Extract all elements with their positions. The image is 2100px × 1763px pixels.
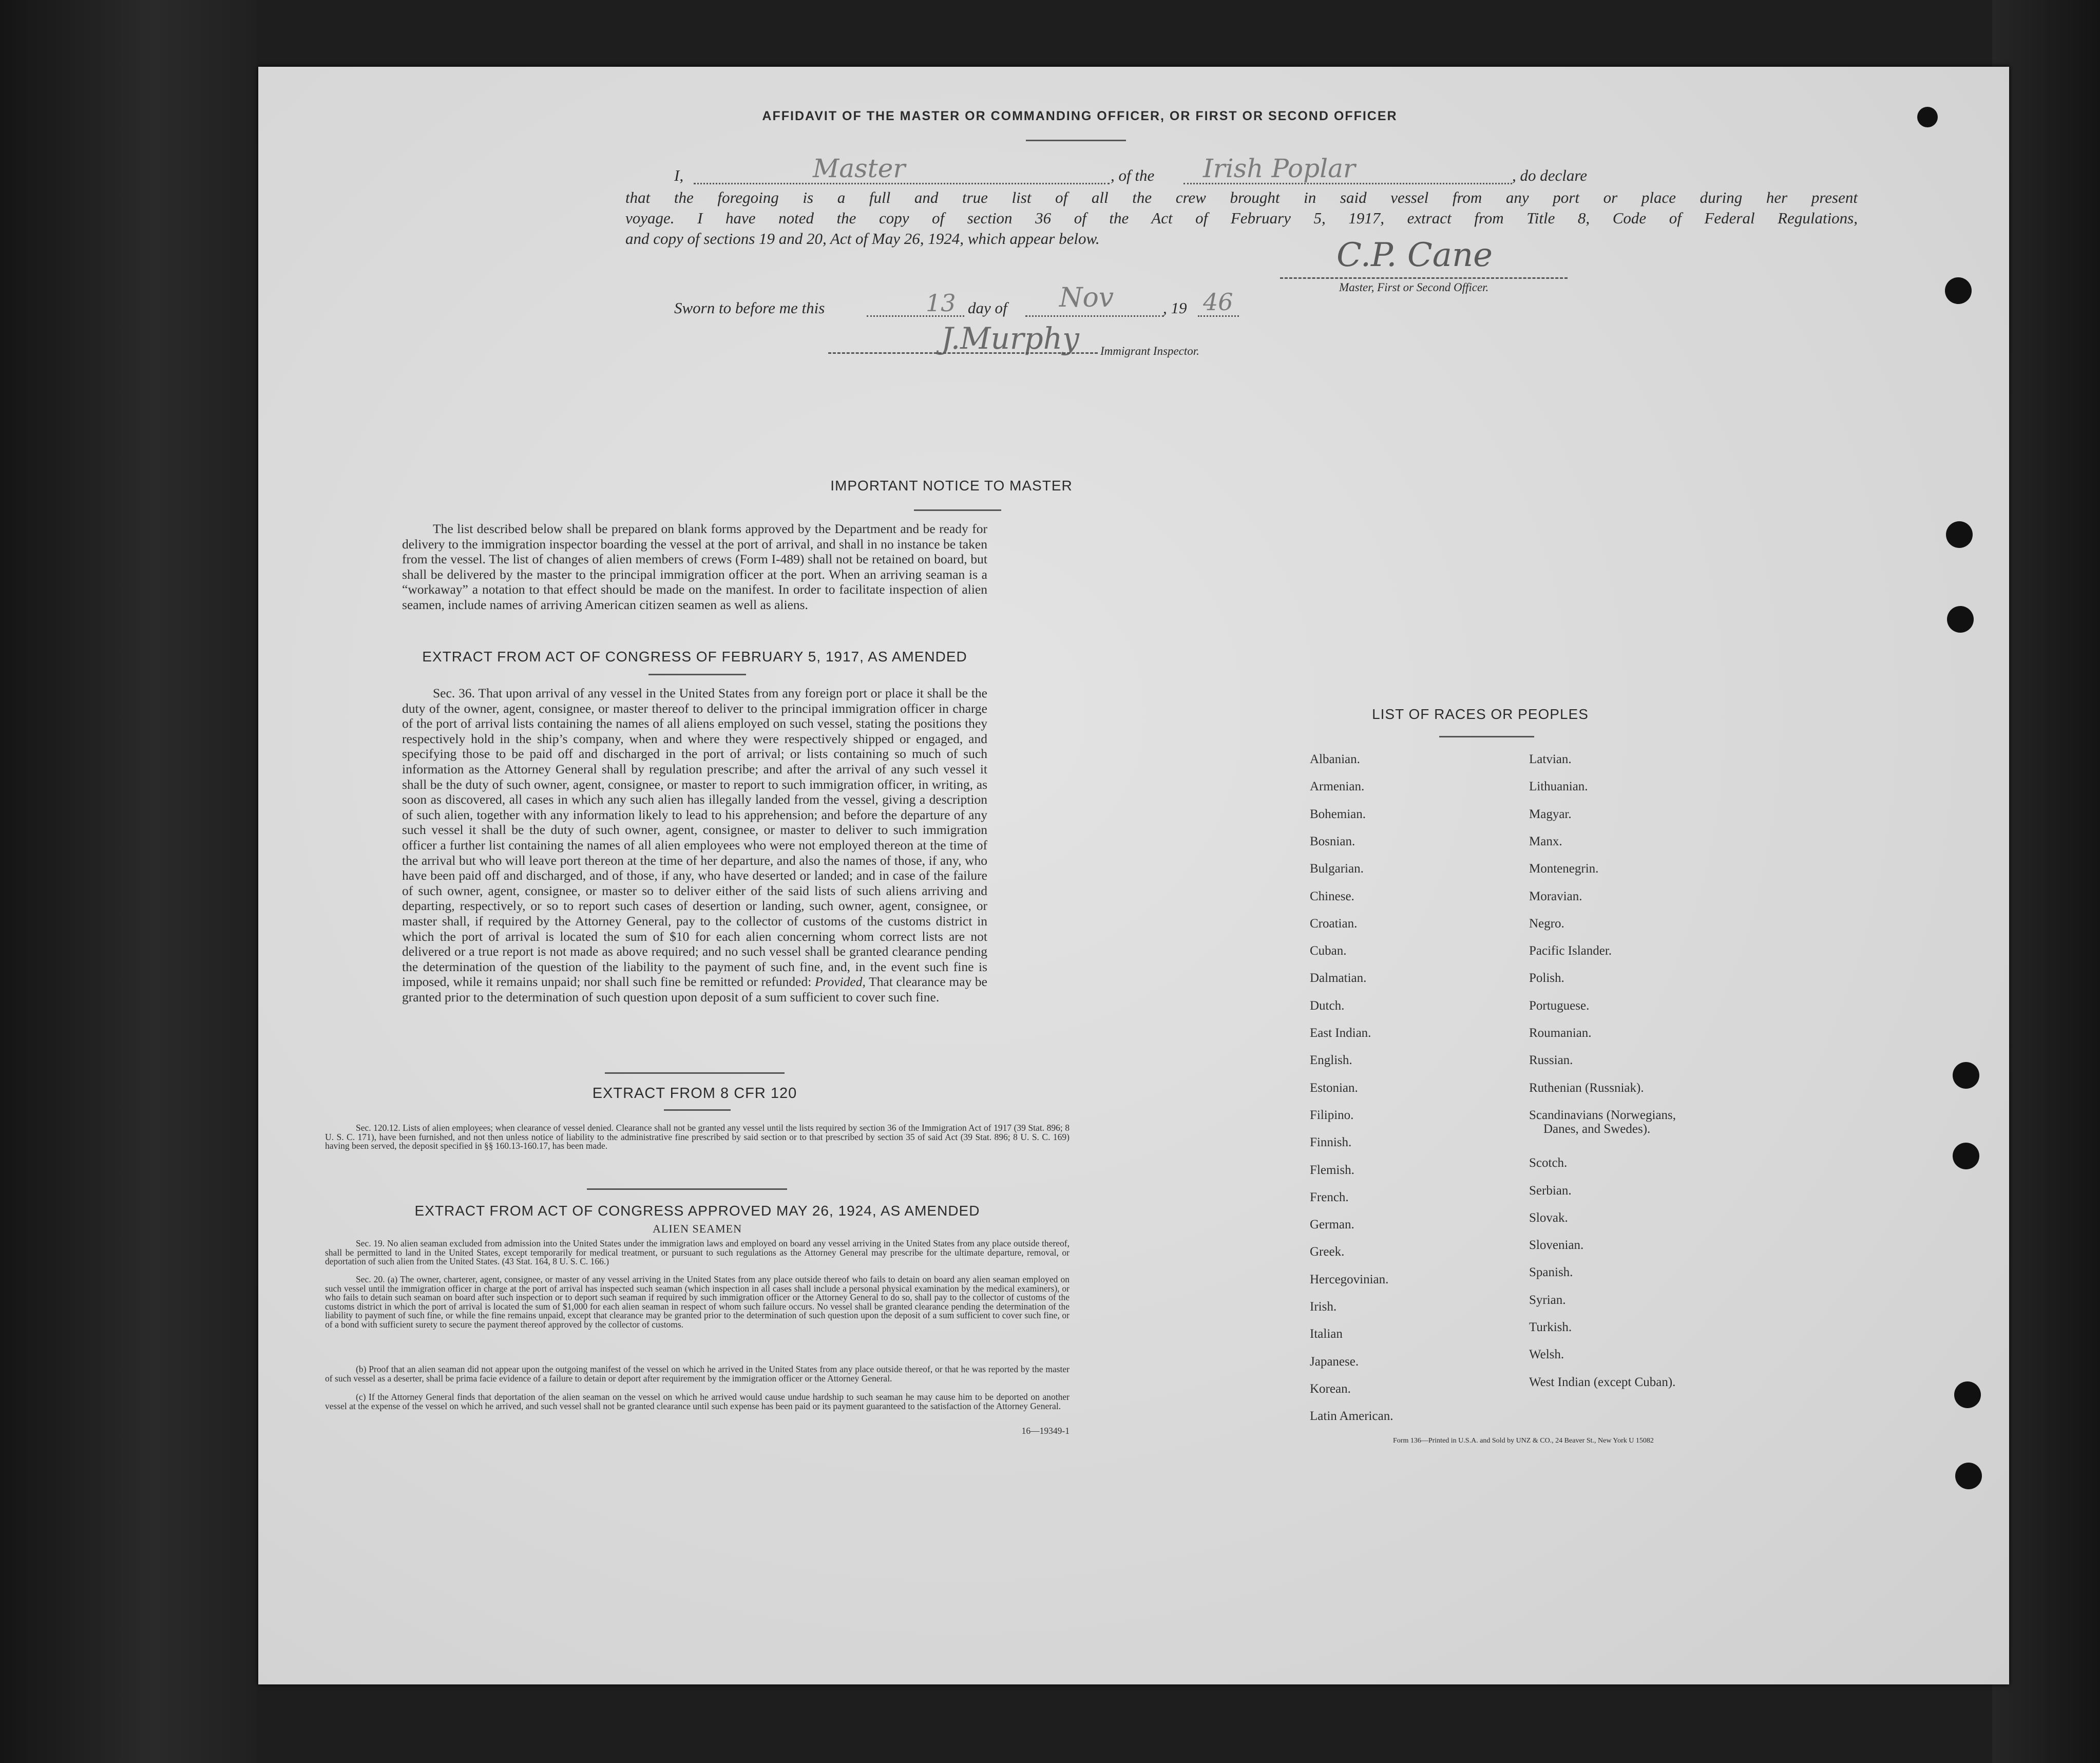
race-item: Bohemian. bbox=[1310, 807, 1366, 821]
year-prefix: , 19 bbox=[1163, 299, 1187, 317]
do-declare-text: , do declare bbox=[1512, 166, 1588, 184]
document-page bbox=[258, 67, 2009, 1684]
notice-heading: IMPORTANT NOTICE TO MASTER bbox=[830, 478, 1073, 494]
race-item: Bulgarian. bbox=[1310, 862, 1364, 876]
sec19-text: Sec. 19. No alien seaman excluded from admission into the United States under the immigration laws and employed on board any vessel arriving in the United States from any place outside thereof, shall be permitted to land in the United States, except temporarily for medical treatment, or pursuant to such regulations as the Attorney General may prescribe for the ultimate departure, removal, or deportation of such alien from the United States. (43 Stat. 164, 8 U. S. C. 166.) bbox=[325, 1238, 1070, 1266]
extract-1917-heading: EXTRACT FROM ACT OF CONGRESS OF FEBRUARY 5, 1917, AS AMENDED bbox=[422, 649, 967, 665]
race-item: Flemish. bbox=[1310, 1163, 1354, 1177]
cfr-top-rule bbox=[605, 1072, 785, 1074]
notice-text: The list described below shall be prepared on blank forms approved by the Department and be ready for delivery to the immigration inspector boarding the vessel at the port of arrival, and shall in no instance be taken from the vessel. The list of changes of alien members of crews (Form I-489) shall not be retained on board, but shall be delivered by the master to the principal immigration officer at the port. When an arriving seaman is a “workaway” a notation to that effect should be made on the manifest. In order to facilitate inspection of alien seamen, include names of arriving American citizen seamen as well as aliens. bbox=[402, 521, 987, 612]
title-rule bbox=[1026, 140, 1126, 141]
punch-hole bbox=[1954, 1381, 1981, 1408]
inspector-signature-line bbox=[828, 352, 1098, 354]
punch-hole bbox=[1947, 606, 1974, 633]
sworn-year: 46 bbox=[1203, 288, 1233, 316]
inspector-caption: Immigrant Inspector. bbox=[1100, 345, 1199, 357]
declaration-line-2: that the foregoing is a full and true list of all the crew brought in said vessel from any port or place during her present bbox=[625, 188, 1858, 206]
race-item: Spanish. bbox=[1529, 1265, 1573, 1280]
race-item: Manx. bbox=[1529, 834, 1562, 848]
master-caption: Master, First or Second Officer. bbox=[1339, 281, 1489, 294]
sworn-prefix: Sworn to before me this bbox=[674, 299, 825, 317]
race-item: East Indian. bbox=[1310, 1026, 1371, 1040]
sec20c-text: (c) If the Attorney General finds that deportation of the alien seaman on the vessel on which he arrived would cause undue hardship to such seaman he may cause him to be deported on another vessel at the expense of the vessel on which he arrived, and such vessel shall not be granted clearance until such expense has been paid or its payment guaranteed to the satisfaction of the Attorney General. bbox=[325, 1392, 1070, 1411]
race-item: Cuban. bbox=[1310, 944, 1347, 958]
races-heading: LIST OF RACES OR PEOPLES bbox=[1372, 706, 1589, 722]
race-item: Croatian. bbox=[1310, 916, 1358, 931]
film-border-left bbox=[0, 0, 257, 1763]
races-rule bbox=[1439, 736, 1534, 737]
race-item: Roumanian. bbox=[1529, 1026, 1592, 1040]
race-item: French. bbox=[1310, 1190, 1349, 1204]
race-item: West Indian (except Cuban). bbox=[1529, 1375, 1676, 1389]
punch-hole bbox=[1945, 277, 1972, 304]
notice-rule bbox=[914, 509, 1001, 511]
sworn-month: Nov bbox=[1059, 282, 1114, 313]
race-item: Armenian. bbox=[1310, 780, 1365, 794]
punch-hole bbox=[1917, 107, 1938, 127]
race-item: Dutch. bbox=[1310, 998, 1345, 1013]
sworn-month-field bbox=[1025, 315, 1164, 317]
race-item: Hercegovinian. bbox=[1310, 1272, 1389, 1286]
race-item: Korean. bbox=[1310, 1381, 1351, 1396]
inspector-signature: J.Murphy bbox=[941, 321, 1079, 356]
declaration-line-1 bbox=[674, 154, 1855, 188]
race-item: Latvian. bbox=[1529, 752, 1572, 766]
cfr-rule bbox=[664, 1109, 731, 1111]
race-item: Lithuanian. bbox=[1529, 780, 1588, 794]
race-item: Danes, and Swedes). bbox=[1543, 1122, 1651, 1136]
races-left-column bbox=[1310, 752, 1505, 1502]
declaration-line-4: and copy of sections 19 and 20, Act of May 26, 1924, which appear below. bbox=[625, 230, 1100, 248]
race-item: Turkish. bbox=[1529, 1320, 1572, 1334]
vessel-handwritten: Irish Poplar bbox=[1203, 154, 1356, 183]
form-code: 16—19349-1 bbox=[1021, 1426, 1070, 1436]
race-item: Ruthenian (Russniak). bbox=[1529, 1080, 1644, 1095]
punch-hole bbox=[1946, 521, 1973, 548]
race-item: Montenegrin. bbox=[1529, 862, 1599, 876]
race-item: Polish. bbox=[1529, 971, 1564, 985]
race-item: Welsh. bbox=[1529, 1348, 1564, 1362]
race-item: German. bbox=[1310, 1218, 1354, 1232]
race-item: Scotch. bbox=[1529, 1156, 1568, 1170]
day-of-text: day of bbox=[968, 299, 1007, 317]
race-item: English. bbox=[1310, 1053, 1352, 1068]
extract-1924-heading: EXTRACT FROM ACT OF CONGRESS APPROVED MAY 26, 1924, AS AMENDED bbox=[414, 1203, 980, 1219]
race-item: Japanese. bbox=[1310, 1354, 1359, 1369]
signer-handwritten: Master bbox=[813, 154, 906, 183]
extract-1917-text bbox=[402, 686, 987, 1004]
race-item: Negro. bbox=[1529, 916, 1564, 931]
race-item: Finnish. bbox=[1310, 1135, 1352, 1150]
cfr-text: Sec. 120.12. Lists of alien employees; when clearance of vessel denied. Clearance shall not be granted any vessel until the lists required by section 36 of the Immigration Act of 1917 (39 Stat. 896; 8 U. S. C. 171), have been furnished, and not then unless notice of liability to the administrative fine prescribed by said section or to that prescribed by section 35 of said Act (39 Stat. 896; 8 U. S. C. 169) having been served, the deposit specified in §§ 160.13-160.17, has been made. bbox=[325, 1123, 1070, 1151]
cfr-heading: EXTRACT FROM 8 CFR 120 bbox=[592, 1085, 797, 1102]
lead-i: I, bbox=[674, 166, 684, 184]
race-item: Slovenian. bbox=[1529, 1238, 1584, 1253]
punch-hole bbox=[1955, 1463, 1982, 1489]
alien-seamen-subheading: ALIEN SEAMEN bbox=[653, 1222, 742, 1235]
punch-hole bbox=[1953, 1143, 1979, 1169]
race-item: Slovak. bbox=[1529, 1210, 1568, 1225]
sec36-body: Sec. 36. That upon arrival of any vessel in the United States from any foreign port or place it shall be the duty of the owner, agent, consignee, or master thereof to deliver to the principal immigration officer in charge of the port of arrival lists containing the names of all aliens employed on such vessel, stating the positions they respectively hold in the ship’s company, when and where they were respectively shipped or engaged, and specifying those to be paid off and discharged in the port of arrival; or lists containing so much of such information as the Attorney General shall by regulation prescribe; and after the arrival of any such vessel it shall be the duty of such owner, agent, consignee, or master to report to such immigration officer, in writing, as soon as discovered, all cases in which any such alien has illegally landed from the vessel, giving a description of such alien, together with any information likely to lead to his apprehension; and before the departure of any such vessel it shall be the duty of such owner, agent, consignee, or master to deliver to such immigration officer a further list containing the names of all alien employees who were not employed thereon at the time of the arrival but who will leave port thereon at the time of her departure, and also the names of those, if any, who have been paid off and discharged, and of those, if any, who have deserted or landed; and in case of the failure of such owner, agent, consignee, or master so to deliver either of the said lists of such aliens arriving and departing, respectively, or so to report such cases of desertion or landing, such owner, agent, consignee, or master shall, if required by the Attorney General, pay to the collector of customs of the customs district in which the port of arrival is located the sum of $10 for each alien concerning whom correct lists are not delivered or a true report is not made as above required; and no such vessel shall be granted clearance pending the determination of the question of the liability to the payment of such fine, and, in the event such fine is imposed, while it remains unpaid; nor shall such fine be remitted or refunded: bbox=[402, 686, 987, 990]
race-item: Moravian. bbox=[1529, 889, 1582, 903]
race-item: Latin American. bbox=[1310, 1409, 1393, 1424]
race-item: Bosnian. bbox=[1310, 834, 1356, 848]
race-item: Serbian. bbox=[1529, 1183, 1572, 1198]
race-item: Estonian. bbox=[1310, 1080, 1358, 1095]
race-item: Irish. bbox=[1310, 1300, 1337, 1314]
extract-1917-rule bbox=[648, 674, 746, 675]
provided-term: Provided, bbox=[814, 974, 866, 990]
race-item: Greek. bbox=[1310, 1245, 1345, 1259]
form-footer: Form 136—Printed in U.S.A. and Sold by UNZ & CO., 24 Beaver St., New York U 15082 bbox=[1393, 1437, 1654, 1445]
punch-hole bbox=[1953, 1062, 1979, 1089]
race-item: Dalmatian. bbox=[1310, 971, 1367, 985]
races-right-column bbox=[1529, 752, 1796, 1502]
race-item: Scandinavians (Norwegians, bbox=[1529, 1108, 1676, 1122]
extract-1924-top-rule bbox=[587, 1188, 787, 1190]
sworn-day: 13 bbox=[926, 289, 956, 317]
declaration-line-3: voyage. I have noted the copy of section 36 of the Act of February 5, 1917, extract from Title 8, Code of Federal Regulations, bbox=[625, 209, 1858, 227]
race-item: Filipino. bbox=[1310, 1108, 1354, 1122]
race-item: Syrian. bbox=[1529, 1293, 1566, 1307]
sec36-tail: That clearance may be granted prior to the determination of such question upon deposit of a sum sufficient to cover such fine. bbox=[402, 974, 988, 1004]
race-item: Italian bbox=[1310, 1327, 1343, 1341]
race-item: Russian. bbox=[1529, 1053, 1573, 1068]
race-item: Albanian. bbox=[1310, 752, 1360, 766]
race-item: Pacific Islander. bbox=[1529, 944, 1612, 958]
sec20a-text: Sec. 20. (a) The owner, charterer, agent, consignee, or master of any vessel arriving in the United States from any place outside thereof who fails to detain on board any alien seaman employed on such vessel until the immigration officer in charge at the port of arrival has inspected such seaman (which inspection in all cases shall include a personal physical examination by the medical examiners), or who fails to detain such seaman on board after such inspection or to deport such seaman if required by such immigration officer or the Attorney General to do so, shall pay to the collector of customs of the customs district in which the port of arrival is located the sum of $1,000 for each alien seaman in respect of whom such failure occurs. No vessel shall be granted clearance pending the determination of the liability to payment of such fine, or while the fine remains unpaid, except that clearance may be granted prior to the determination of such question upon the deposit of a sum sufficient to cover such fine, or of a bond with sufficient surety to secure the payment thereof approved by the collector of customs. bbox=[325, 1274, 1070, 1330]
race-item: Chinese. bbox=[1310, 889, 1354, 903]
race-item: Magyar. bbox=[1529, 807, 1572, 821]
master-signature: C.P. Cane bbox=[1337, 236, 1493, 274]
sec20b-text: (b) Proof that an alien seaman did not appear upon the outgoing manifest of the vessel on which he arrived in the United States from any place outside thereof, or that he was reported by the master of such vessel as a deserter, shall be prima facie evidence of a failure to detain or deport after requirement by the immigration officer or the Attorney General. bbox=[325, 1364, 1070, 1383]
affidavit-title: AFFIDAVIT OF THE MASTER OR COMMANDING OFFICER, OR FIRST OR SECOND OFFICER bbox=[762, 109, 1398, 123]
race-item: Portuguese. bbox=[1529, 998, 1590, 1013]
of-the-text: , of the bbox=[1111, 166, 1155, 184]
